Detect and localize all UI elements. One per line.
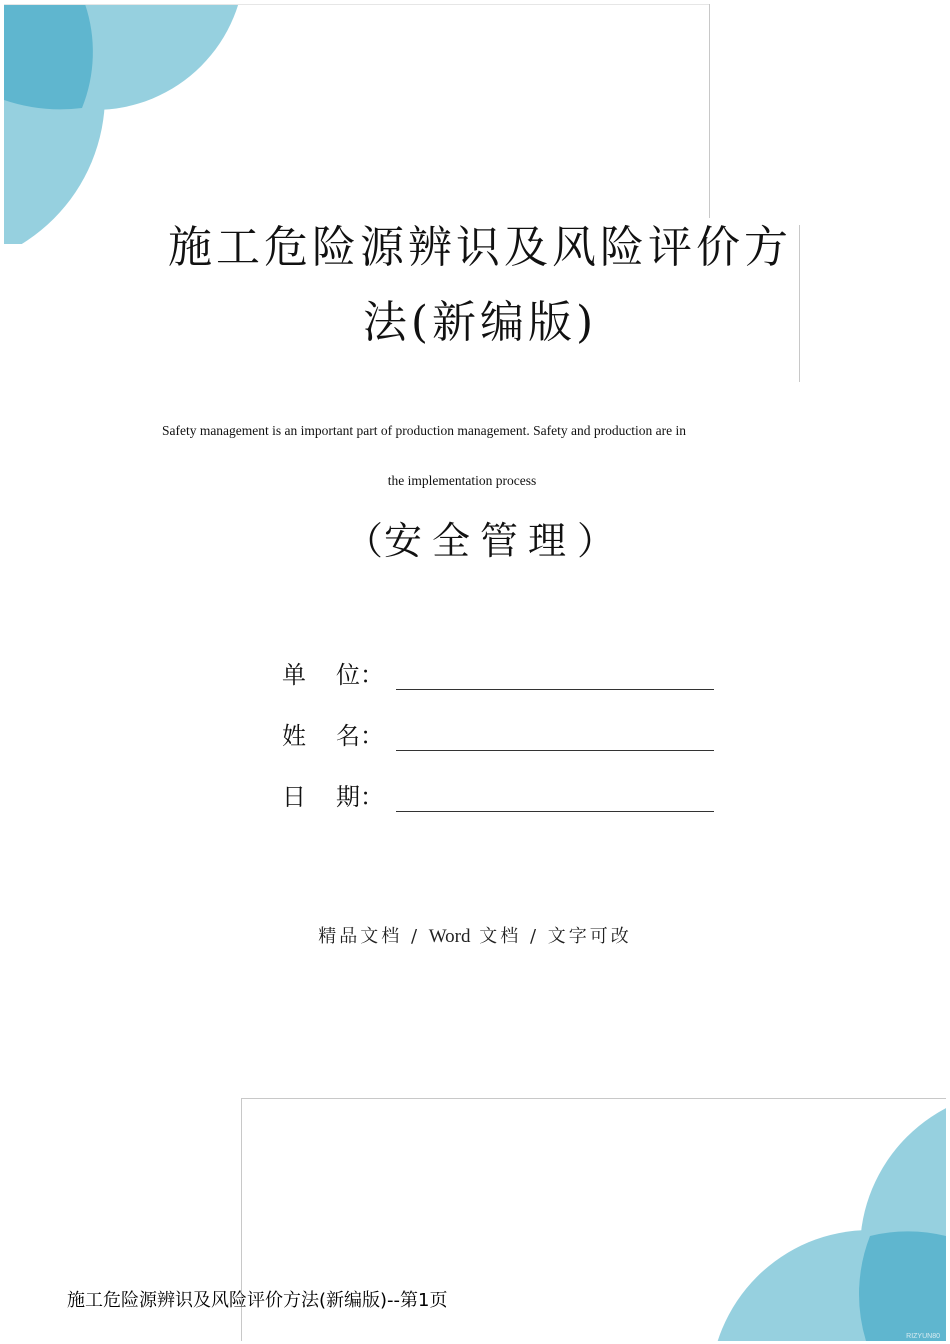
brand-watermark: RIZYUN80 <box>906 1333 940 1340</box>
document-category <box>345 510 615 565</box>
field-name-label: 姓 名： <box>282 722 384 750</box>
page-footer: 施工危险源辨识及风险评价方法(新编版)--第1页 <box>67 1290 448 1311</box>
category-open-paren: （ <box>345 519 384 563</box>
field-unit <box>282 655 714 690</box>
document-title-line-2: 法(新编版) <box>362 297 598 348</box>
bottom-right-circles <box>710 1090 950 1344</box>
english-subtitle-line-2: the implementation process <box>387 473 537 488</box>
field-date-label: 日 期： <box>282 783 384 811</box>
editable-word-note: 精品文档 / Word 文档 / 文字可改 <box>318 926 632 947</box>
english-subtitle-line-1: Safety management is an important part of production management. Safety and production are in <box>161 423 687 438</box>
category-close-paren: ） <box>576 519 615 563</box>
category-text: 安全管理 <box>383 519 576 563</box>
field-name-input-line[interactable] <box>396 724 714 751</box>
field-unit-input-line[interactable] <box>396 663 714 690</box>
field-unit-label: 单 位： <box>282 661 384 689</box>
field-date-input-line[interactable] <box>396 785 714 812</box>
field-date <box>282 777 714 812</box>
field-name <box>282 716 714 751</box>
document-title-line-1: 施工危险源辨识及风险评价方 <box>168 222 792 273</box>
